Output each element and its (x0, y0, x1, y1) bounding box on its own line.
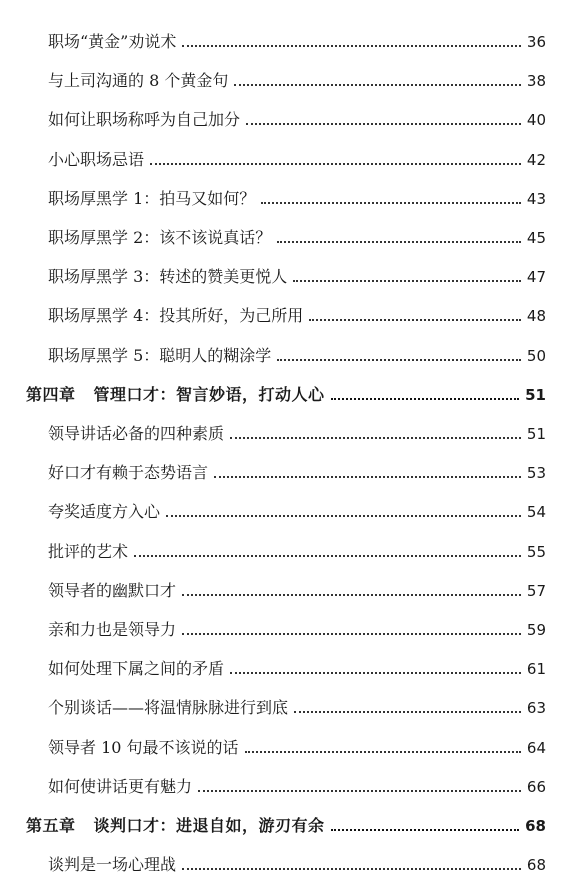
toc-entry-row (0, 610, 582, 640)
toc-entry-title: 职场厚黑学 4：投其所好，为己所用 (48, 306, 304, 326)
toc-entry-row (0, 296, 582, 326)
toc-entry-row (0, 100, 582, 130)
toc-page-number: 68 (526, 856, 546, 875)
toc-page-number: 54 (526, 503, 546, 522)
dot-leader (293, 280, 521, 282)
dot-leader (277, 241, 521, 243)
toc-entry-row (0, 22, 582, 52)
dot-leader (230, 437, 521, 439)
toc-page-number: 63 (526, 699, 546, 718)
dot-leader (182, 594, 521, 596)
toc-chapter-label: 第四章 (26, 384, 76, 404)
dot-leader (245, 751, 521, 753)
toc-entry-row (0, 571, 582, 601)
toc-entry-title: 小心职场忌语 (48, 149, 145, 169)
toc-chapter-row (0, 806, 582, 836)
toc-entry-title: 如何使讲话更有魅力 (48, 776, 193, 796)
dot-leader (234, 84, 521, 86)
dot-leader (134, 555, 521, 557)
toc-page-number: 45 (526, 229, 546, 247)
toc-entry-title: 职场厚黑学 2：该不该说真话？ (48, 228, 272, 247)
toc-chapter-title (26, 385, 325, 405)
toc-entry-title: 批评的艺术 (48, 541, 129, 561)
dot-leader (150, 163, 521, 165)
toc-entry-row (0, 61, 582, 91)
toc-page-number: 43 (526, 189, 546, 208)
dot-leader (166, 515, 521, 517)
toc-entry-title: 领导讲话必备的四种素质 (48, 424, 225, 443)
toc-page-number: 36 (526, 33, 546, 51)
dot-leader (261, 202, 521, 204)
toc-page-number: 68 (525, 817, 546, 835)
toc-entry-title: 个别谈话——将温情脉脉进行到底 (48, 698, 289, 718)
toc-page-number: 57 (526, 581, 546, 600)
toc-page-number: 53 (526, 464, 546, 483)
toc-entry-row (0, 179, 582, 209)
toc-entry-row (0, 453, 582, 483)
toc-entry-row (0, 492, 582, 522)
dot-leader (277, 359, 521, 361)
toc-entry-row (0, 728, 582, 758)
toc-entry-row (0, 532, 582, 562)
toc-page-number: 50 (526, 346, 546, 365)
toc-entry-title: 领导者的幽默口才 (48, 580, 177, 600)
toc-chapter-heading: 谈判口才：进退自如，游刃有余 (93, 816, 325, 835)
toc-page-number: 66 (526, 777, 546, 796)
toc-page-number: 59 (526, 621, 546, 639)
dot-leader (309, 319, 521, 321)
toc-entry-row (0, 140, 582, 170)
toc-entry-row (0, 688, 582, 718)
toc-entry-row (0, 257, 582, 287)
dot-leader (182, 633, 521, 635)
toc-entry-title: 职场厚黑学 3：转述的赞美更悦人 (48, 267, 288, 287)
dot-leader (182, 868, 521, 870)
toc-entry-row (0, 336, 582, 366)
toc-entry-row (0, 845, 582, 875)
toc-page-number: 40 (526, 111, 546, 130)
toc-entry-row (0, 218, 582, 248)
toc-page-number: 38 (526, 72, 546, 91)
toc-chapter-label: 第五章 (26, 816, 76, 835)
toc-page-number: 51 (526, 425, 546, 443)
toc-entry-title: 好口才有赖于态势语言 (48, 463, 209, 483)
toc-chapter-row (0, 375, 582, 405)
toc-entry-title: 职场“黄金”劝说术 (48, 32, 177, 51)
toc-page-number: 61 (526, 660, 546, 679)
toc-entry-row (0, 414, 582, 444)
toc-entry-title: 谈判是一场心理战 (48, 855, 177, 875)
toc-chapter-title (26, 816, 325, 836)
dot-leader (230, 672, 521, 674)
toc-page-number: 51 (525, 385, 546, 404)
toc-entry-title: 如何让职场称呼为自己加分 (48, 110, 241, 130)
toc-entry-title: 领导者 10 句最不该说的话 (48, 737, 239, 757)
dot-leader (214, 476, 521, 478)
toc-entry-row (0, 649, 582, 679)
toc-page-number: 64 (526, 738, 546, 757)
toc-page-number: 55 (526, 542, 546, 561)
toc-entry-row (0, 767, 582, 797)
dot-leader (331, 829, 520, 831)
toc-entry-title: 夸奖适度方入心 (48, 502, 161, 522)
toc-entry-title: 亲和力也是领导力 (48, 620, 177, 639)
toc-page-number: 48 (526, 307, 546, 326)
toc-entry-title: 如何处理下属之间的矛盾 (48, 659, 225, 679)
toc-page-number: 47 (526, 268, 546, 287)
dot-leader (294, 711, 521, 713)
toc-entry-title: 职场厚黑学 5：聪明人的糊涂学 (48, 345, 272, 365)
toc-entry-title: 与上司沟通的 8 个黄金句 (48, 71, 229, 91)
dot-leader (182, 45, 521, 47)
dot-leader (246, 123, 521, 125)
toc-entry-title: 职场厚黑学 1：拍马又如何？ (48, 188, 256, 208)
dot-leader (198, 790, 521, 792)
toc-page-number: 42 (526, 150, 546, 169)
dot-leader (331, 398, 520, 400)
toc-chapter-heading: 管理口才：智言妙语，打动人心 (93, 384, 325, 404)
